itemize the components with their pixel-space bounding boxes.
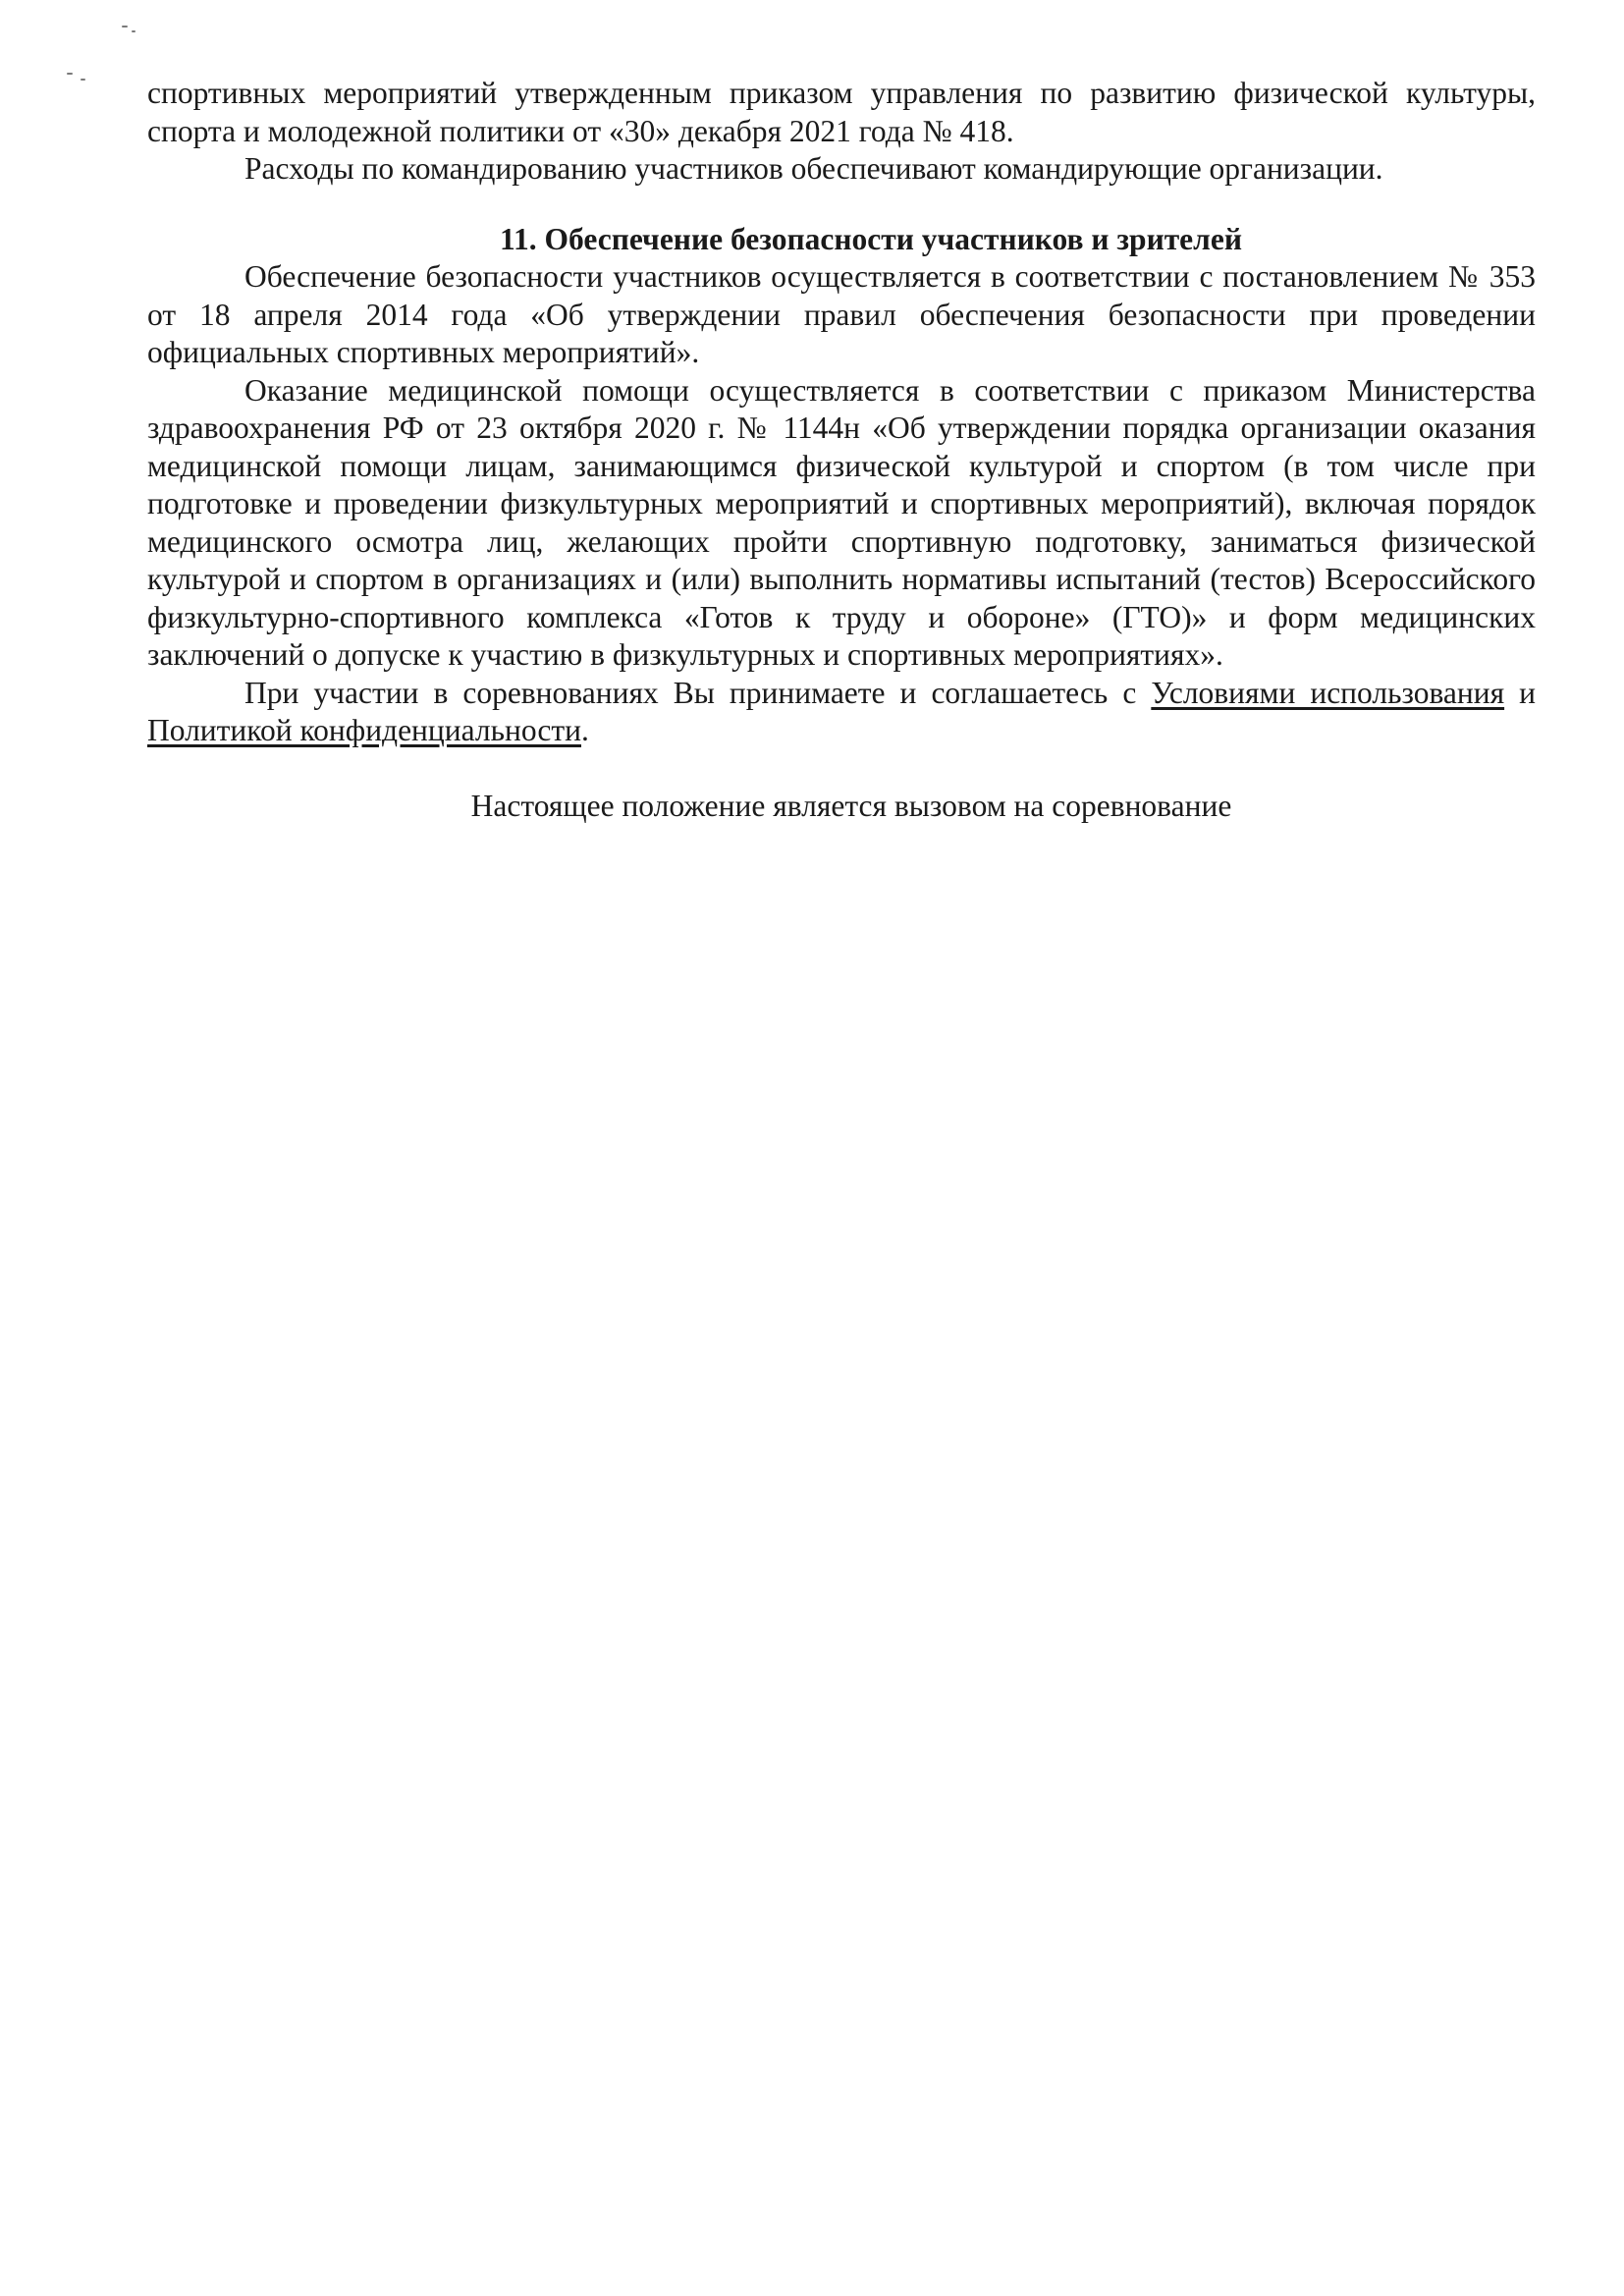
scan-artifact-mark <box>81 79 85 81</box>
section-heading: 11. Обеспечение безопасности участников и зрителей <box>500 221 1242 256</box>
safety-paragraph: Обеспечение безопасности участников осуществляется в соответствии с постановлением № 353 от 18 апреля 2014 года «Об утверждении правил обеспечения безопасности при проведении официальных спортивных мероприятий». <box>147 259 1536 369</box>
closing-statement: Настоящее положение является вызовом на соревнование <box>470 788 1232 823</box>
privacy-policy-link[interactable]: Политикой конфиденциальности <box>147 713 581 747</box>
consent-prefix: При участии в соревнованиях Вы принимаете и соглашаетесь с <box>244 675 1152 710</box>
scan-artifact-mark <box>122 26 128 27</box>
consent-middle: и <box>1504 675 1536 710</box>
terms-of-use-link[interactable]: Условиями использования <box>1151 675 1505 710</box>
consent-suffix: . <box>580 713 589 747</box>
medical-paragraph: Оказание медицинской помощи осуществляется в соответствии с приказом Министерства здравоохранения РФ от 23 октября 2020 г. № 1144н «Об утверждении порядка организации оказания медицинской помощи лицам, занимающимся физической культурой и спортом (в том числе при подготовке и проведении физкультурных мероприятий и спортивных мероприятий), включая порядок медицинского осмотра лиц, желающих пройти спортивную подготовку, заниматься физической культурой и спортом в организациях и (или) выполнить нормативы испытаний (тестов) Всероссийского физкультурно-спортивного комплекса «Готов к труду и обороне» (ГТО)» и форм медицинских заключений о допуске к участию в физкультурных и спортивных мероприятиях». <box>147 372 1536 672</box>
scan-artifact-mark <box>67 73 73 75</box>
consent-paragraph <box>147 675 1536 750</box>
expenses-paragraph: Расходы по командированию участников обеспечивают командирующие организации. <box>244 151 1383 186</box>
continuation-paragraph: спортивных мероприятий утвержденным приказом управления по развитию физической культуры, спорта и молодежной политики от «30» декабря 2021 года № 418. <box>147 76 1536 148</box>
scan-artifact-mark <box>132 30 135 32</box>
document-body <box>147 75 1536 825</box>
